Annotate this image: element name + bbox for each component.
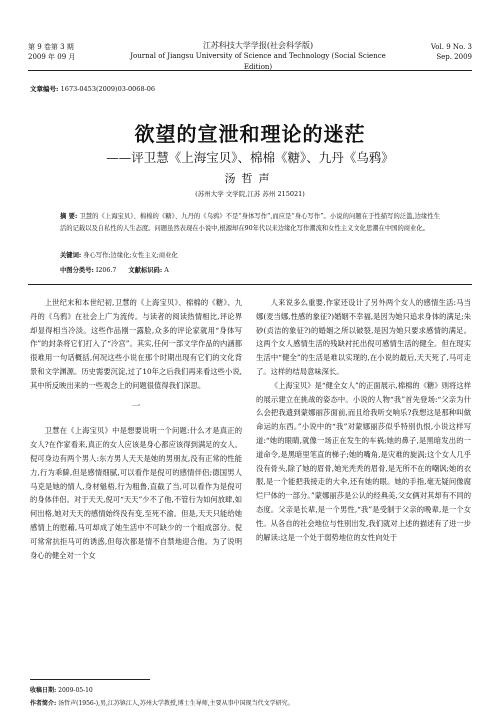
classification — [60, 265, 440, 274]
header-journal-name — [128, 40, 388, 73]
paragraph: 卫慧在《上海宝贝》中是想要说明一个问题:什么才是真正的女人?在作家看来,真正的女人应该是身心都应该得到满足的女人。倪可身边有两个男人:东方男人天天是她的男朋友,没有正常的性能力,行为乖僻,但是感情细腻,可以看作是倪可的感情伴侣;德国男人马克是她的情人,身材魁梧,行为粗鲁,直截了当,可以看作为是倪可的身体伴侣。对于天天,倪可“天天”少不了他,不管行为如何放肆,如何出格,她对天天的感情始终没有变,至死不渝。但是,天天只能给她感情上的慰藉,马可却成了她生活中不可缺少的一个组成部分。倪可常常抗拒马可的诱惑,但每次都是情不自禁地迎合他。为了说明身心的健全对一个女 — [30, 426, 242, 560]
journal-name-en: Journal of Jiangsu University of Science and Technology (Social Science Edition) — [130, 52, 386, 71]
volume-en: Vol. 9 No. 3 — [430, 43, 472, 51]
abstract-label: 摘 要: — [60, 213, 78, 220]
footnote-received — [30, 685, 93, 694]
keywords-label: 关键词: — [60, 252, 82, 259]
keywords-text: 身心写作;边缘化;女性主义;商业化 — [83, 252, 178, 259]
clc-value: I206.7 — [95, 267, 117, 274]
author-name: 汤哲声 — [224, 172, 276, 185]
doc-code-value: A — [164, 267, 169, 274]
date-cn: 2009 年 09 月 — [28, 53, 76, 61]
paragraph: 人来说多么重要,作家还设计了另外两个女人的感情生活:马当娜(麦当娜,性感的象征?)婚姻不幸福,是因为她只追求身体的满足;朱砂(贞洁的象征?)的婚姻之所以破裂,是因为她只要求感情的满足。这两个女人感情生活的残缺衬托出倪可感情生活的健全。但在现实生活中“健全”的生活是难以实现的,在小说的最后,天天死了,马可走了。这样的结局意味深长。 — [256, 298, 471, 376]
article-number-value: 1673-0453(2009)03-0068-06 — [60, 85, 156, 93]
abstract-text: 卫慧的《上海宝贝》、棉棉的《糖》、九丹的《乌鸦》不是“身体写作”,而应是“身心写作”。小说的问题在于性描写的泛滥,边缘性生活的记载以及自私性的人生态度。问题虽然表现在小说中,根源却在90年代以来边缘化写作潮流和女性主义文化思潮在中国的商业化。 — [60, 213, 440, 232]
footnote-author-bio — [30, 698, 294, 707]
header-issue-en — [431, 42, 472, 62]
journal-name-cn: 江苏科技大学学报(社会科学版) — [202, 41, 314, 50]
clc-label: 中图分类号: — [60, 267, 94, 274]
author-bio-label: 作者简介: — [30, 700, 57, 707]
article-subtitle: ——评卫慧《上海宝贝》、棉棉《糖》、九丹《乌鸦》 — [106, 150, 394, 165]
keywords — [60, 250, 440, 259]
article-title: 欲望的宣泄和理论的迷茫 — [134, 122, 366, 146]
author-affiliation: (苏州大学 文学院,江苏 苏州 215021) — [195, 190, 305, 198]
received-label: 收稿日期: — [30, 687, 57, 694]
article-number-label: 文章编号: — [30, 85, 59, 93]
volume-cn: 第 9 卷第 3 期 — [28, 43, 74, 51]
journal-header — [28, 32, 472, 71]
footnote-divider — [30, 679, 150, 680]
abstract — [60, 211, 440, 234]
header-issue-cn — [28, 42, 75, 62]
date-en: Sep. 2009 — [436, 53, 472, 61]
paragraph: 上世纪末和本世纪初,卫慧的《上海宝贝》、棉棉的《糖》、九丹的《乌鸦》在社会上广为流传。与读者的阅读热情相比,评论界却显得相当冷淡。这些作品刚一露脸,众多的评论家就用“身体写作”的封条将它们打入了“冷宫”。其实,任何一部文学作品的内涵都很难用一句话概括,何况这些小说在那个时期出现有它们的文化背景和文学渊源。历史需要沉淀,过了10年之后我们再来看这些小说,其中所反映出来的一些观念上的问题很值得我们深思。 — [30, 298, 242, 390]
author-bio-text: 汤哲声(1956-),男,江苏镇江人,苏州大学教授,博士生导师,主要从事中国现当代文学研究。 — [58, 700, 294, 707]
header-divider — [28, 284, 472, 285]
section-number: 一 — [131, 401, 141, 412]
doc-code-label: 文献标识码: — [128, 267, 163, 274]
paragraph: 《上海宝贝》是“健全女人”的正面展示,棉棉的《糖》则将这样的展示建立在挑战的姿态中。小说的人物“我”首先登场:“父亲为什么会把我遗到蒙娜丽莎面前,而且给我听交响乐?我想这是那种叫做命运的东西。”小说中的“我”对蒙娜丽莎似乎特别仇恨,小说这样写道:“她的眼睛,就像一场正在发生的车祸;她的鼻子,是黑暗发出的一道命令,是黑暗里笔直的梯子;她的嘴角,是灾难的旋涡;这个女人几乎没有骨头,除了她的眉骨,她光秃秃的眉骨,是无所不在的嘲讽;她的衣服,是一个能把我接走的大伞,还有她的眼。她的手指,毫无疑问像腐烂尸体的一部分。”蒙娜丽莎是公认的经典美,父女俩对其却有不同的态度。父亲是长辈,是一个男性,“我”是受制于父亲的晚辈,是一个女性。从各自的社会地位与性别出发,我们就对上述的描述有了进一步的解读:这是一个处于弱势地位的女性向处于 — [256, 380, 471, 542]
article-number — [30, 84, 155, 93]
received-date: 2009-05-10 — [58, 687, 93, 694]
body-left-column — [30, 296, 242, 562]
body-right-column — [256, 296, 471, 544]
